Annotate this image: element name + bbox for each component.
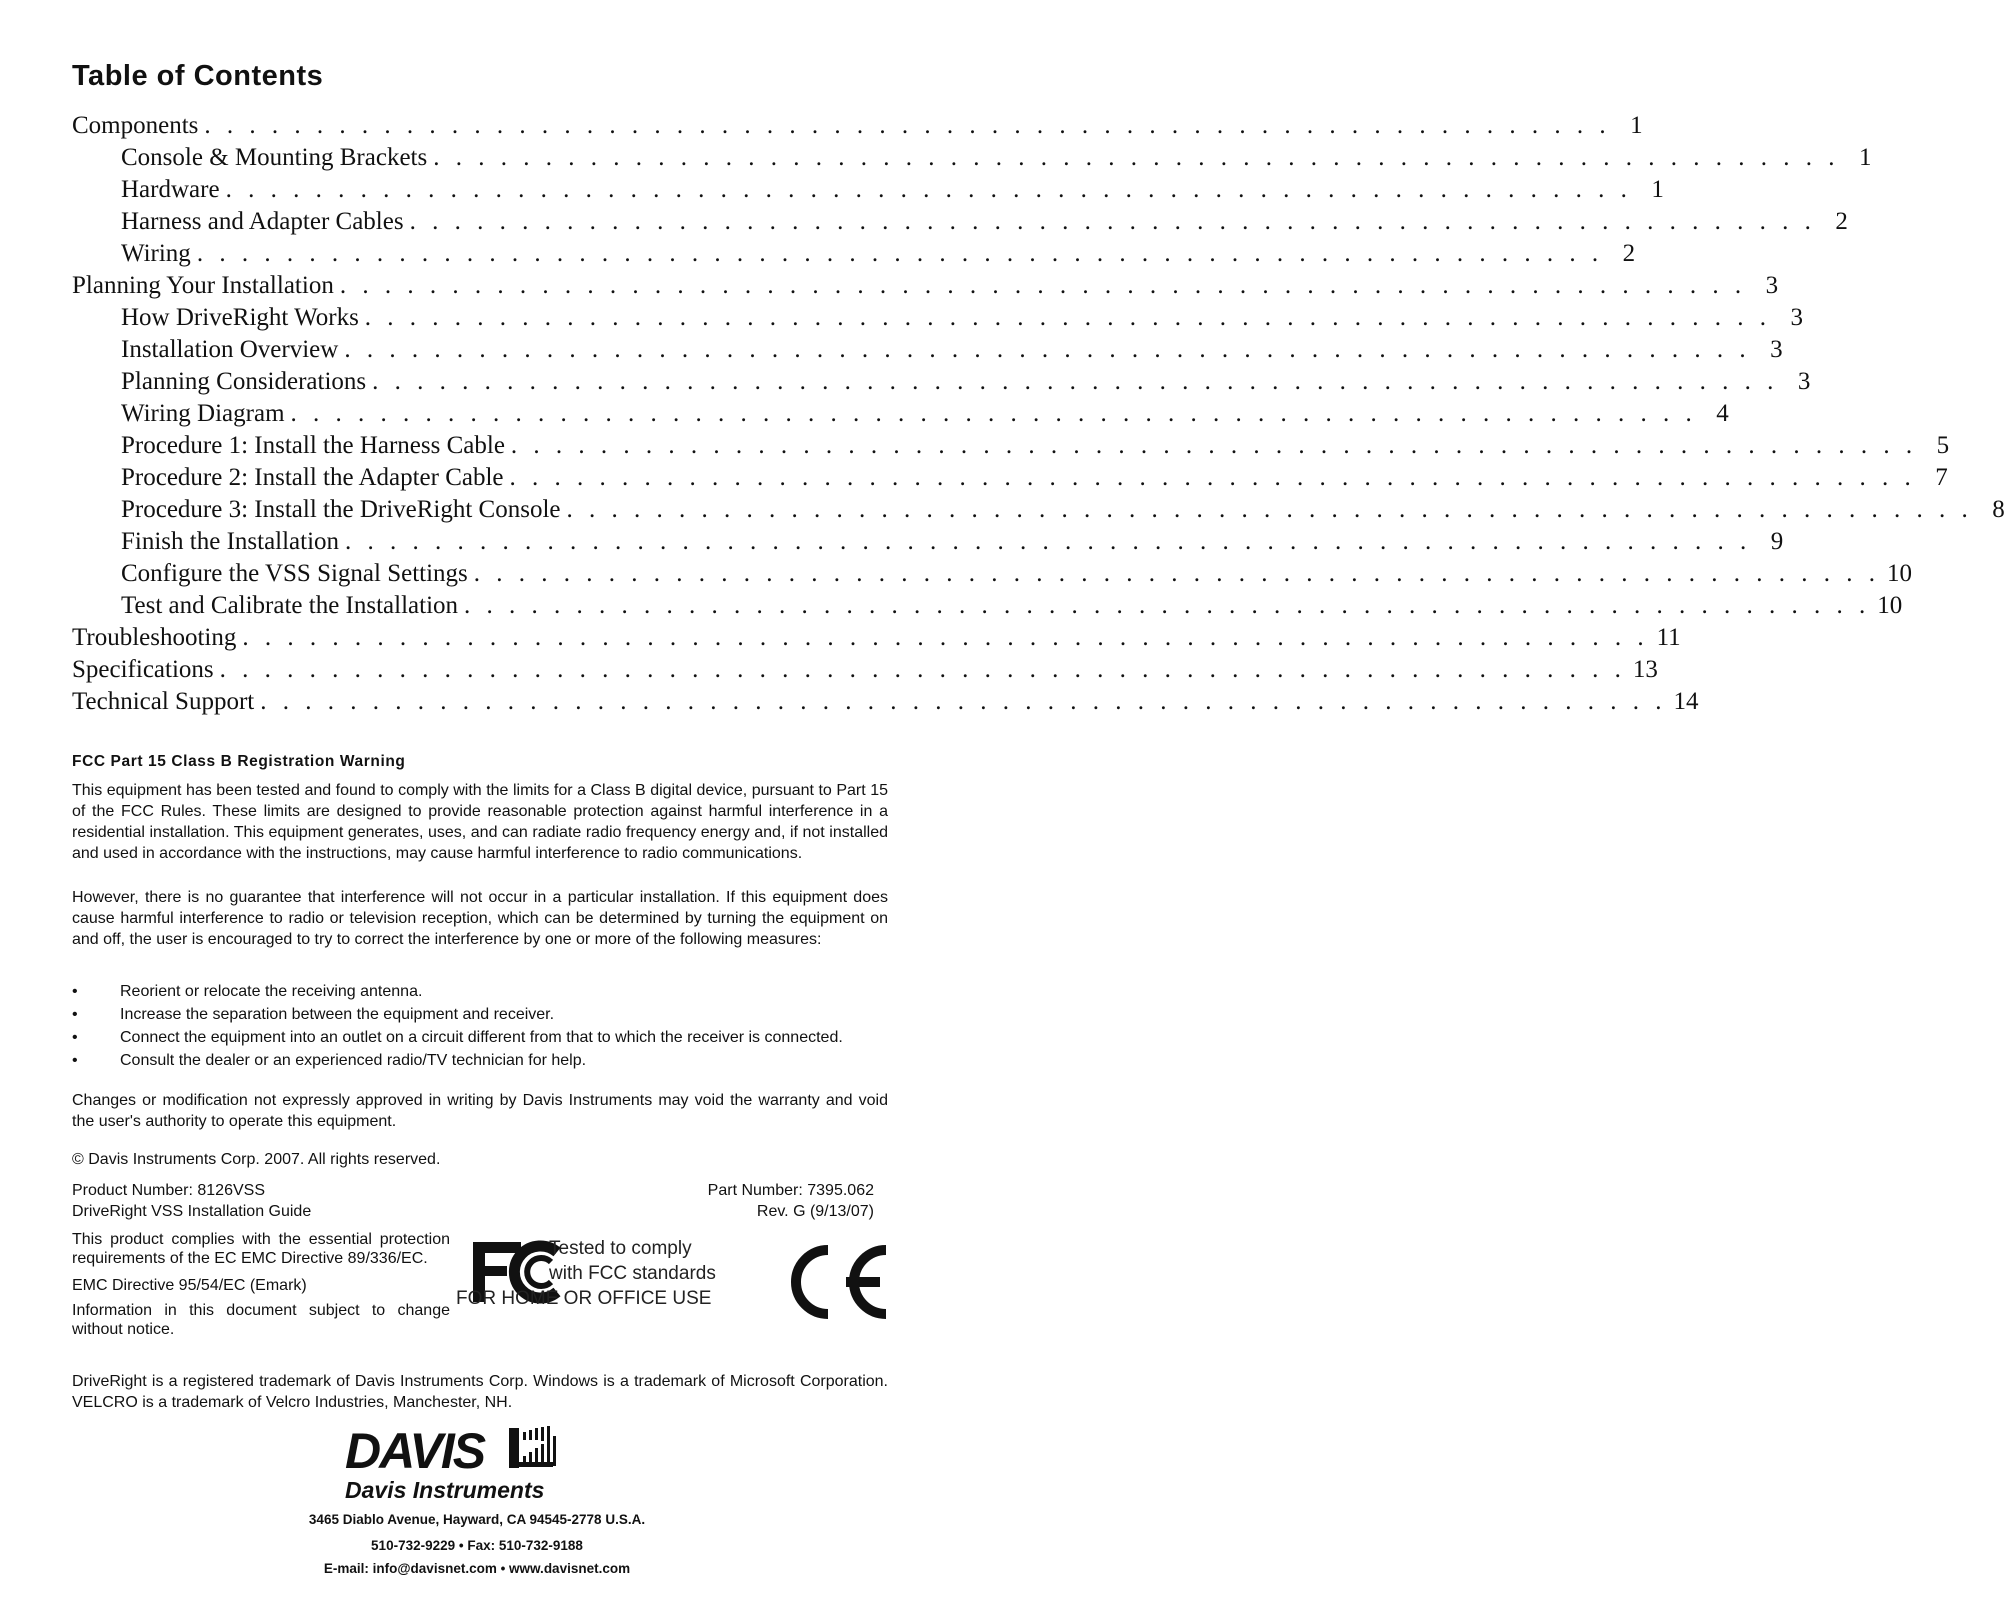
- toc-dot-leader: . . . . . . . . . . . . . . . . . . . . . . . . . . . . . . . . . . . . . . . . . . . . . . . . . . . . . . . . . . . . . . .: [510, 432, 1918, 459]
- toc-dot-leader: . . . . . . . . . . . . . . . . . . . . . . . . . . . . . . . . . . . . . . . . . . . . . . . . . . . . . . . . . . . . . . .: [364, 304, 1772, 331]
- emc-directive: EMC Directive 95/54/EC (Emark): [72, 1277, 307, 1294]
- davis-instruments-name: Davis Instruments: [345, 1477, 545, 1503]
- toc-entry-label: Installation Overview: [121, 336, 339, 363]
- fcc-paragraph-2: However, there is no guarantee that interference will not occur in a particular installation. If this equipment does cause harmful interference to radio or television reception, which can be determined by turning the equipment on and off, the user is encouraged to try to correct the interference by one or more of the following measures:: [72, 889, 888, 948]
- toc-entry-label: Harness and Adapter Cables: [121, 208, 404, 235]
- davis-wordmark: DAVIS: [345, 1423, 485, 1479]
- list-item: [72, 1028, 888, 1047]
- toc-entry-page: 1: [1630, 112, 1643, 139]
- toc-entry[interactable]: [72, 528, 1784, 560]
- toc-entry-label: How DriveRight Works: [121, 304, 359, 331]
- fcc-logo-line-3: FOR HOME OR OFFICE USE: [456, 1288, 712, 1309]
- toc-entry[interactable]: [72, 400, 1729, 432]
- toc-entry[interactable]: [72, 272, 1779, 304]
- list-item-text: Increase the separation between the equipment and receiver.: [120, 1006, 555, 1023]
- fcc-paragraph-3: Changes or modification not expressly approved in writing by Davis Instruments may void the warranty and void the user's authority to operate this equipment.: [72, 1092, 888, 1130]
- toc-entry-page: 8: [1992, 496, 2005, 523]
- toc-entry[interactable]: [72, 496, 2005, 528]
- bullet-marker: •: [72, 983, 78, 1000]
- list-item-text: Connect the equipment into an outlet on a circuit different from that to which the receiver is connected.: [120, 1029, 843, 1046]
- toc-dot-leader: . . . . . . . . . . . . . . . . . . . . . . . . . . . . . . . . . . . . . . . . . . . . . . . . . . . . . . . . . . . . . . .: [290, 400, 1697, 427]
- toc-entry-page: 3: [1765, 272, 1779, 299]
- toc-entry-page: 3: [1770, 336, 1783, 363]
- change-notice: Information in this document subject to change without notice.: [72, 1302, 450, 1338]
- ce-mark-icon: [782, 1238, 892, 1326]
- guide-title: DriveRight VSS Installation Guide: [72, 1203, 312, 1220]
- bullet-marker: •: [72, 1029, 78, 1046]
- copyright: © Davis Instruments Corp. 2007. All rights reserved.: [72, 1151, 441, 1168]
- toc-entry-label: Planning Your Installation: [72, 272, 334, 299]
- toc-entry[interactable]: [72, 208, 1848, 240]
- product-number: Product Number: 8126VSS: [72, 1182, 265, 1199]
- toc-entry[interactable]: [72, 624, 1681, 656]
- ec-statement: This product complies with the essential protection requirements of the EC EMC Directive 89/336/EC.: [72, 1231, 450, 1267]
- toc-entry-page: 3: [1790, 304, 1804, 331]
- toc-entry[interactable]: [72, 304, 1804, 336]
- toc-dot-leader: . . . . . . . . . . . . . . . . . . . . . . . . . . . . . . . . . . . . . . . . . . . . . . . . . . . . . . . . . . . . . . .: [409, 208, 1816, 235]
- toc-entry-label: Hardware: [121, 176, 220, 203]
- davis-instruments-logo: [345, 1422, 609, 1502]
- toc-entry[interactable]: [72, 176, 1664, 208]
- toc-dot-leader: . . . . . . . . . . . . . . . . . . . . . . . . . . . . . . . . . . . . . . . . . . . . . . . . . . . . . . . . . . . . . . .: [196, 240, 1604, 267]
- toc-entry[interactable]: [72, 432, 1950, 464]
- fcc-measures-list: [72, 982, 888, 1074]
- toc-entry-page: 1: [1858, 144, 1872, 171]
- toc-entry-label: Specifications: [72, 656, 214, 683]
- toc-entry[interactable]: [72, 688, 1699, 720]
- table-of-contents: [72, 112, 2005, 720]
- toc-entry-label: Technical Support: [72, 688, 255, 715]
- toc-entry-label: Test and Calibrate the Installation: [121, 592, 459, 619]
- toc-dot-leader: . . . . . . . . . . . . . . . . . . . . . . . . . . . . . . . . . . . . . . . . . . . . . . . . . . . . . . . . . . . . . . .: [509, 464, 1916, 491]
- toc-entry-page: 2: [1835, 208, 1848, 235]
- address-street: 3465 Diablo Avenue, Hayward, CA 94545-2778 U.S.A.: [308, 1512, 646, 1527]
- toc-dot-leader: . . . . . . . . . . . . . . . . . . . . . . . . . . . . . . . . . . . . . . . . . . . . . . . . . . . . . . . . . . . . . . .: [204, 112, 1611, 139]
- toc-dot-leader: . . . . . . . . . . . . . . . . . . . . . . . . . . . . . . . . . . . . . . . . . . . . . . . . . . . . . . . . . . . . . . .: [242, 624, 1649, 651]
- toc-dot-leader: . . . . . . . . . . . . . . . . . . . . . . . . . . . . . . . . . . . . . . . . . . . . . . . . . . . . . . . . . . . . . . .: [260, 688, 1667, 715]
- toc-entry[interactable]: [72, 144, 1872, 176]
- toc-entry-label: Planning Considerations: [121, 368, 367, 395]
- toc-dot-leader: . . . . . . . . . . . . . . . . . . . . . . . . . . . . . . . . . . . . . . . . . . . . . . . . . . . . . . . . . . . . . . .: [566, 496, 1973, 523]
- list-item: [72, 982, 888, 1001]
- toc-entry-label: Procedure 2: Install the Adapter Cable: [121, 464, 504, 491]
- bullet-marker: •: [72, 1052, 78, 1069]
- toc-title: Table of Contents: [72, 60, 324, 92]
- fcc-heading: FCC Part 15 Class B Registration Warning: [72, 753, 406, 770]
- ec-compliance: [72, 1230, 450, 1339]
- toc-entry-page: 7: [1935, 464, 1948, 491]
- toc-dot-leader: . . . . . . . . . . . . . . . . . . . . . . . . . . . . . . . . . . . . . . . . . . . . . . . . . . . . . . . . . . . . . . .: [464, 592, 1871, 619]
- address-phone: 510-732-9229 • Fax: 510-732-9188: [371, 1538, 583, 1553]
- toc-entry[interactable]: [72, 240, 1636, 272]
- toc-entry-page: 9: [1770, 528, 1784, 555]
- toc-entry-label: Wiring Diagram: [121, 400, 285, 427]
- toc-dot-leader: . . . . . . . . . . . . . . . . . . . . . . . . . . . . . . . . . . . . . . . . . . . . . . . . . . . . . . . . . . . . . . .: [219, 656, 1626, 683]
- toc-entry-label: Console & Mounting Brackets: [121, 144, 428, 171]
- list-item-text: Consult the dealer or an experienced radio/TV technician for help.: [120, 1052, 587, 1069]
- toc-entry[interactable]: [72, 560, 1913, 592]
- list-item: [72, 1051, 888, 1070]
- revision: Rev. G (9/13/07): [756, 1203, 874, 1220]
- fcc-logo-line-2: with FCC standards: [549, 1263, 716, 1284]
- toc-dot-leader: . . . . . . . . . . . . . . . . . . . . . . . . . . . . . . . . . . . . . . . . . . . . . . . . . . . . . . . . . . . . . . .: [339, 272, 1747, 299]
- toc-entry-page: 10: [1887, 560, 1913, 587]
- fcc-paragraph-1: This equipment has been tested and found to comply with the limits for a Class B digital device, pursuant to Part 15 of the FCC Rules. These limits are designed to provide reasonable protection against harmful interference in a residential installation. This equipment generates, uses, and can radiate radio frequency energy and, if not installed and used in accordance with the instructions, may cause harmful interference to radio communications.: [72, 782, 888, 862]
- toc-dot-leader: . . . . . . . . . . . . . . . . . . . . . . . . . . . . . . . . . . . . . . . . . . . . . . . . . . . . . . . . . . . . . . .: [473, 560, 1881, 587]
- list-item: [72, 1005, 888, 1024]
- toc-entry-page: 11: [1656, 624, 1681, 651]
- toc-dot-leader: . . . . . . . . . . . . . . . . . . . . . . . . . . . . . . . . . . . . . . . . . . . . . . . . . . . . . . . . . . . . . . .: [225, 176, 1632, 203]
- toc-entry[interactable]: [72, 464, 1948, 496]
- toc-dot-leader: . . . . . . . . . . . . . . . . . . . . . . . . . . . . . . . . . . . . . . . . . . . . . . . . . . . . . . . . . . . . . . .: [433, 144, 1840, 171]
- toc-entry-page: 3: [1797, 368, 1811, 395]
- toc-entry-label: Procedure 1: Install the Harness Cable: [121, 432, 505, 459]
- toc-dot-leader: . . . . . . . . . . . . . . . . . . . . . . . . . . . . . . . . . . . . . . . . . . . . . . . . . . . . . . . . . . . . . . .: [372, 368, 1779, 395]
- fcc-logo-line-1: Tested to comply: [549, 1238, 692, 1259]
- toc-entry-page: 10: [1877, 592, 1903, 619]
- toc-entry-label: Procedure 3: Install the DriveRight Console: [121, 496, 561, 523]
- trademark-notice: DriveRight is a registered trademark of Davis Instruments Corp. Windows is a trademark of Microsoft Corporation. VELCRO is a trademark of Velcro Industries, Manchester, NH.: [72, 1373, 888, 1411]
- toc-entry[interactable]: [72, 368, 1811, 400]
- toc-entry-label: Components: [72, 112, 199, 139]
- fcc-compliance-logo: [456, 1238, 771, 1330]
- toc-dot-leader: . . . . . . . . . . . . . . . . . . . . . . . . . . . . . . . . . . . . . . . . . . . . . . . . . . . . . . . . . . . . . . .: [344, 336, 1751, 363]
- toc-entry[interactable]: [72, 112, 1643, 144]
- toc-entry-page: 4: [1716, 400, 1729, 427]
- toc-entry-page: 13: [1632, 656, 1658, 683]
- address-contact: E-mail: info@davisnet.com • www.davisnet.com: [323, 1561, 631, 1576]
- toc-entry[interactable]: [72, 336, 1783, 368]
- part-number: Part Number: 7395.062: [707, 1182, 874, 1199]
- toc-entry-page: 5: [1936, 432, 1950, 459]
- toc-entry[interactable]: [72, 592, 1903, 624]
- toc-entry-page: 14: [1673, 688, 1699, 715]
- toc-dot-leader: . . . . . . . . . . . . . . . . . . . . . . . . . . . . . . . . . . . . . . . . . . . . . . . . . . . . . . . . . . . . . . .: [345, 528, 1752, 555]
- toc-entry-label: Finish the Installation: [121, 528, 340, 555]
- toc-entry-label: Configure the VSS Signal Settings: [121, 560, 468, 587]
- toc-entry-label: Troubleshooting: [72, 624, 237, 651]
- davis-weather-bars-icon: [509, 1426, 556, 1468]
- toc-entry[interactable]: [72, 656, 1658, 688]
- toc-entry-page: 1: [1651, 176, 1664, 203]
- list-item-text: Reorient or relocate the receiving antenna.: [120, 983, 423, 1000]
- toc-entry-label: Wiring: [121, 240, 191, 267]
- bullet-marker: •: [72, 1006, 78, 1023]
- toc-entry-page: 2: [1622, 240, 1636, 267]
